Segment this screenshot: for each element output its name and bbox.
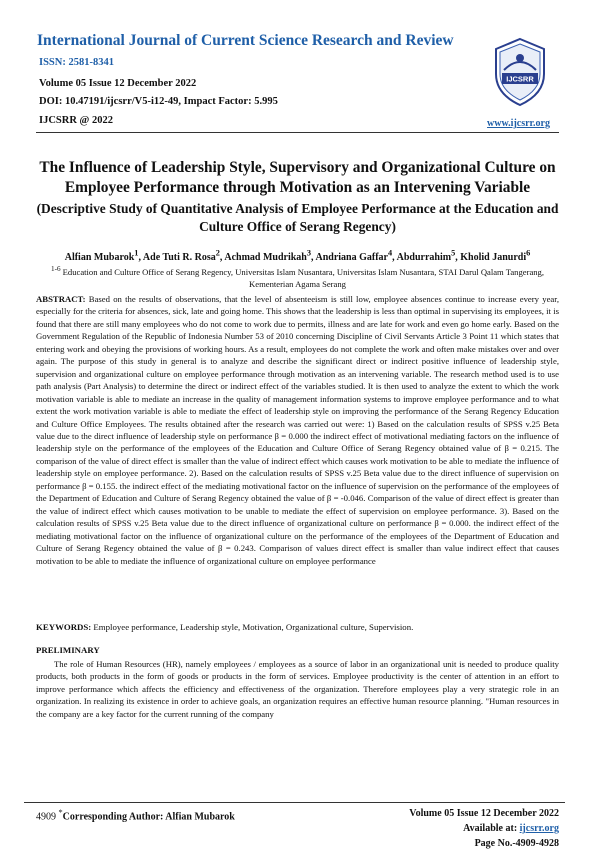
footer-available: Available at: ijcsrr.org xyxy=(463,823,559,834)
header-divider xyxy=(36,132,559,133)
abstract-text: Based on the results of observations, that the level of absenteeism is still low, employee absences continue to increase every year, especially for the criteria for absences, sick, late and going home. This shows that the leadership is less than optimal in supervising its employees, it is found that there are still many employees who do not come to work due to permits, illness and are late for work and even go home early. Based on the Government Regulation of the Republic of Indonesia Number 53 of 2010 concerning Discipline of Civil Servants Article 3 Point 11 which states that entering work and obeying the provisions of working hours. As a result, employees do not complete the work and often make mistakes over and over again. The purpose of this study in general is to analyze and describe the significant direct or indirect positive influence of leadership style, supervision and organizational culture on employee performance through motivation as an intervening variable. The research method used is to use path analysis (Part Analysis) to determine the direct or indirect effect of the variables studied. It is then used to analyze the extent to which the work motivation variable is able to mediate an increase in the quality of management information systems to improve employee performance and to what extent the work motivation variable is able to mediate the effect of leadership style on improving the performance of the Serang Regency Education and Culture Office Employees. The results obtained after the research was carried out were: 1) Based on the calculation results of SPSS v.25 Beta value due to the direct influence of leadership style on performance β = 0.000 the indirect effect of motivational mediating factors on the influence of leadership style on the performance of the employees of the Education and Culture Office of Serang Regency obtained value of β = 0.215. The comparison of the value of direct effect is smaller than the value of indirect effect which causes work motivation to be able to mediate the influence of leadership style on employee performance. 2). Based on the calculation results of SPSS v.25 Beta value due to the direct influence of supervision on performance β = 0.155. the indirect effect of the mediating motivational factor on the influence of supervision on the performance of the employees of the Department of Education and Culture of Serang Regency obtained the value of β = -0.046. Comparison of the value of direct effect is greater than the value of indirect effect which causes motivation to be unable to mediate the effect of supervision on employee performance. 3). Based on the calculation results of SPSS v.25 Beta value due to the direct influence of organizational culture on performance β = 0.000. the indirect effect of the mediating motivational factor on the influence of organizational culture on the performance of the employees of the Department of Education and Culture of Serang Regency obtained the value of β = 0.243. Comparison of values direct effect is smaller than value indirect effect that causes motivation to be able to mediate the influence of organizational culture on employee performance xyxy=(36,294,559,566)
footer-volume: Volume 05 Issue 12 December 2022 xyxy=(409,808,559,819)
journal-copyright: IJCSRR @ 2022 xyxy=(39,115,113,126)
author-list xyxy=(30,249,565,263)
footer-website-link[interactable]: ijcsrr.org xyxy=(519,823,559,834)
abstract xyxy=(36,293,559,567)
footer-divider xyxy=(24,802,565,803)
keywords-text: Employee performance, Leadership style, Motivation, Organizational culture, Supervision. xyxy=(91,622,414,632)
keywords xyxy=(36,622,559,632)
author: Andriana Gaffar$^4$, xyxy=(315,249,397,264)
section-heading: PRELIMINARY xyxy=(36,645,100,655)
logo-text: IJCSRR xyxy=(506,74,534,84)
author: Ade Tuti R. Rosa$^2$, xyxy=(142,249,225,264)
paper-subtitle: (Descriptive Study of Quantitative Analysis of Employee Performance at the Education and Culture Office of Serang Regency) xyxy=(36,201,559,234)
paper-title: The Influence of Leadership Style, Supervisory and Organizational Culture on Employee Performance through Motivation as an Intervening Variable xyxy=(39,159,556,196)
page-range: Page No.-4909-4928 xyxy=(474,838,559,849)
author: Alfian Mubarok$^1$, xyxy=(64,249,143,264)
volume-issue: Volume 05 Issue 12 December 2022 xyxy=(39,78,197,89)
issn: ISSN: 2581-8341 xyxy=(39,57,114,68)
author: Achmad Mudrikah$^3$, xyxy=(224,249,316,264)
corresponding-author: Corresponding Author: Alfian Mubarok xyxy=(62,811,235,823)
keywords-label: KEYWORDS: xyxy=(36,622,92,632)
doi-impact-factor: DOI: 10.47191/ijcsrr/V5-i12-49, Impact Factor: 5.995 xyxy=(39,96,278,107)
title-block xyxy=(30,158,565,236)
author: Kholid Janurdi$^6$ xyxy=(460,249,531,264)
journal-website-link[interactable]: www.ijcsrr.org xyxy=(487,118,550,129)
affiliation: $^{1-6}$ Education and Culture Office of Serang Regency, Universitas Islam Nusantara, Universitas Islam Nusantara, STAI Darul Qalam Tangerang, Kementerian Agama Serang xyxy=(50,265,545,289)
abstract-label: ABSTRACT: xyxy=(36,294,86,304)
footer-right xyxy=(409,806,559,851)
journal-title: International Journal of Current Science Research and Review xyxy=(37,32,454,49)
author: Abdurrahim$^5$, xyxy=(396,249,461,264)
journal-logo xyxy=(491,36,549,108)
page-number: 4909 xyxy=(36,811,56,823)
intro-paragraph: The role of Human Resources (HR), namely employees / employees as a source of labor in an organizational unit is needed to produce quality products, both products in the form of goods or products in the form of services. Employee productivity is the center of attention in an effort to improve performance which affects the efficiency and effectiveness of the organization. Therefore employees play a very strategic role in an organization. In realizing its existence in order to achieve goals, an organization requires an effective human resource planning. "Human resources in the company are a key factor for the current running of the company xyxy=(36,659,559,719)
footer-left: 4909 *Corresponding Author: Alfian Mubarok xyxy=(36,808,235,823)
